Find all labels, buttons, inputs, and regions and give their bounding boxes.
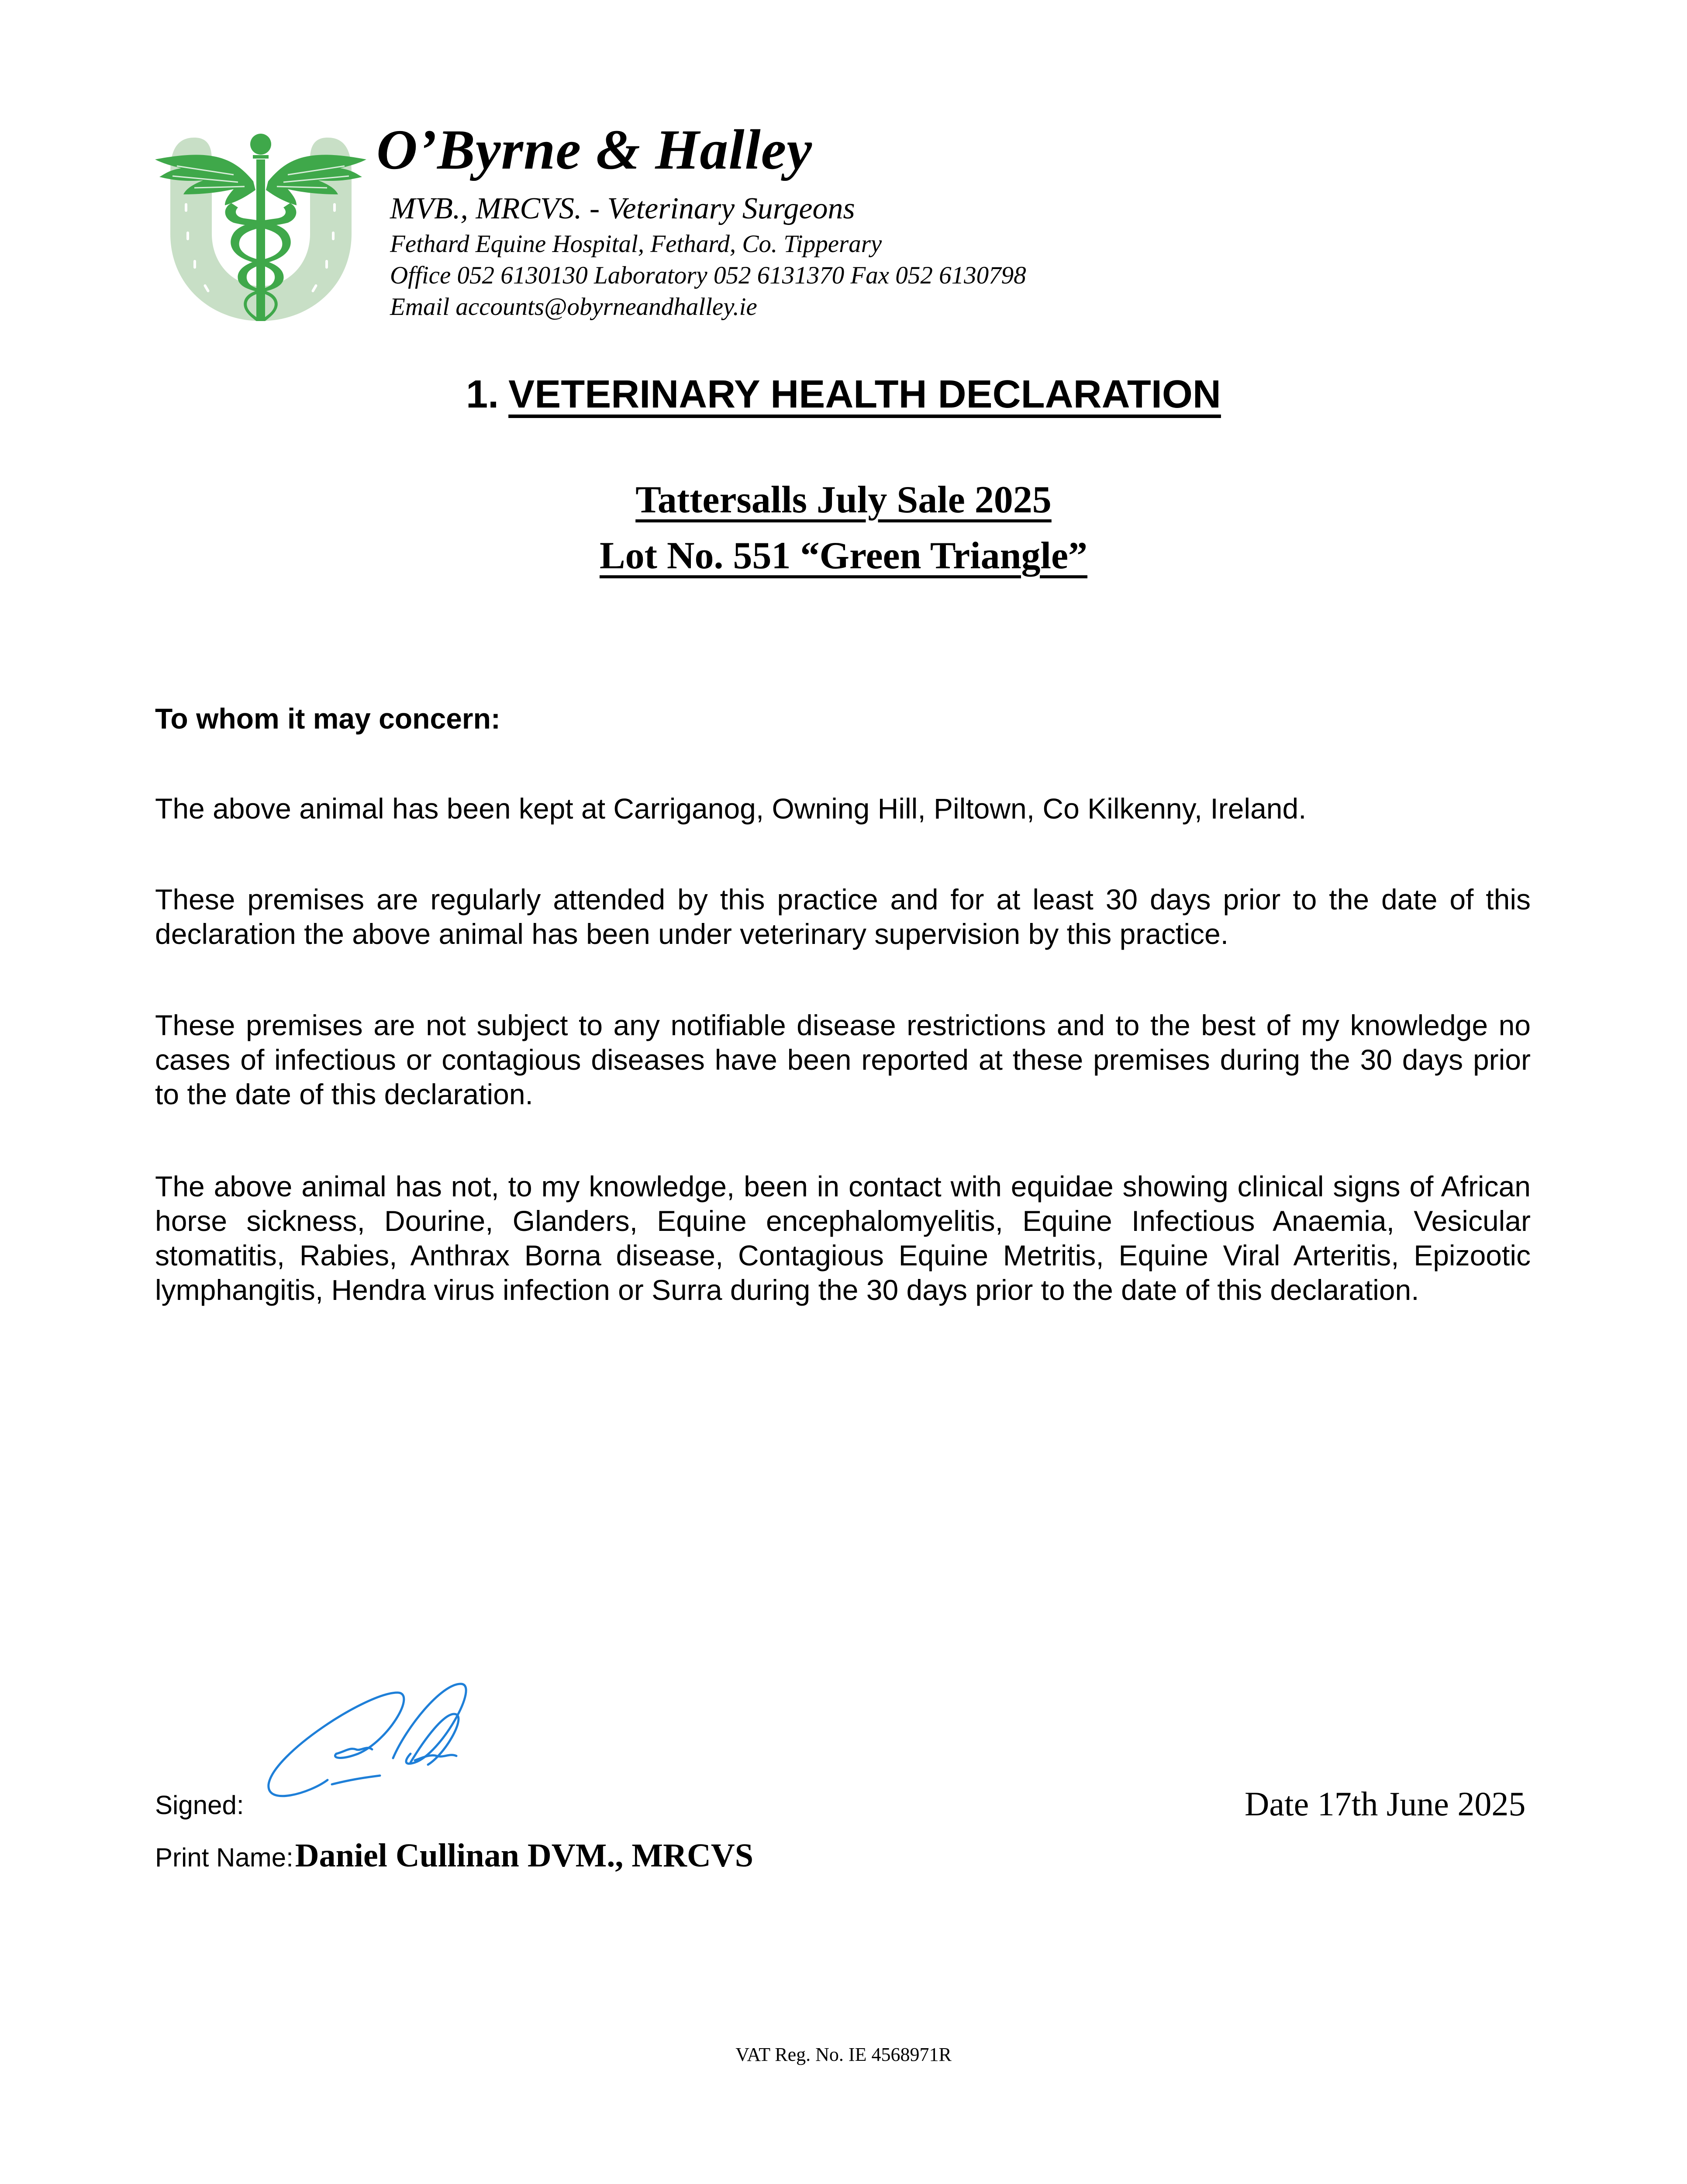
firm-name: O’Byrne & Halley xyxy=(376,118,813,181)
print-name-row xyxy=(155,1837,753,1875)
handwritten-signature-icon xyxy=(258,1666,546,1806)
lot-title: Lot No. 551 “Green Triangle” xyxy=(599,535,1088,577)
sale-title: Tattersalls July Sale 2025 xyxy=(635,479,1052,521)
paragraph-veterinary-supervision: These premises are regularly attended by this practice and for at least 30 days prior to the date of this declaration the above animal has been under veterinary supervision by this practice. xyxy=(155,883,1531,950)
signed-label: Signed: xyxy=(155,1790,244,1820)
document-heading xyxy=(0,372,1687,417)
firm-email: Email accounts@obyrneandhalley.ie xyxy=(390,293,757,321)
vat-registration: VAT Reg. No. IE 4568971R xyxy=(735,2044,952,2065)
print-name-value: Daniel Cullinan DVM., MRCVS xyxy=(295,1837,754,1874)
paragraph-disease-contact: The above animal has not, to my knowledge, been in contact with equidae showing clinical signs of African horse sickness, Dourine, Glanders, Equine encephalomyelitis, Equine Infectious Anaemia, Vesicular stomatitis, Rabies, Anthrax Borna disease, Contagious Equine Metritis, Equine Viral Arteritis, Epizootic lymphangitis, Hendra virus infection or Surra during the 30 days prior to the date of this declaration. xyxy=(155,1170,1531,1306)
caduceus-horseshoe-logo-icon xyxy=(146,133,376,325)
paragraph-disease-restrictions: These premises are not subject to any notifiable disease restrictions and to the best of my knowledge no cases of infectious or contagious diseases have been reported at these premises during the 30 days prior to the date of this declaration. xyxy=(155,1009,1531,1110)
print-name-label: Print Name: xyxy=(155,1843,293,1872)
heading-title: VETERINARY HEALTH DECLARATION xyxy=(508,373,1221,416)
heading-number: 1. xyxy=(466,373,499,416)
firm-phone-numbers: Office 052 6130130 Laboratory 052 6131370 Fax 052 6130798 xyxy=(390,262,1026,289)
declaration-date: Date 17th June 2025 xyxy=(1245,1785,1526,1823)
paragraph-premises-location: The above animal has been kept at Carriganog, Owning Hill, Piltown, Co Kilkenny, Ireland. xyxy=(155,792,1307,825)
salutation: To whom it may concern: xyxy=(155,702,500,735)
firm-qualifications: MVB., MRCVS. - Veterinary Surgeons xyxy=(390,192,855,225)
firm-address: Fethard Equine Hospital, Fethard, Co. Tipperary xyxy=(390,230,882,258)
